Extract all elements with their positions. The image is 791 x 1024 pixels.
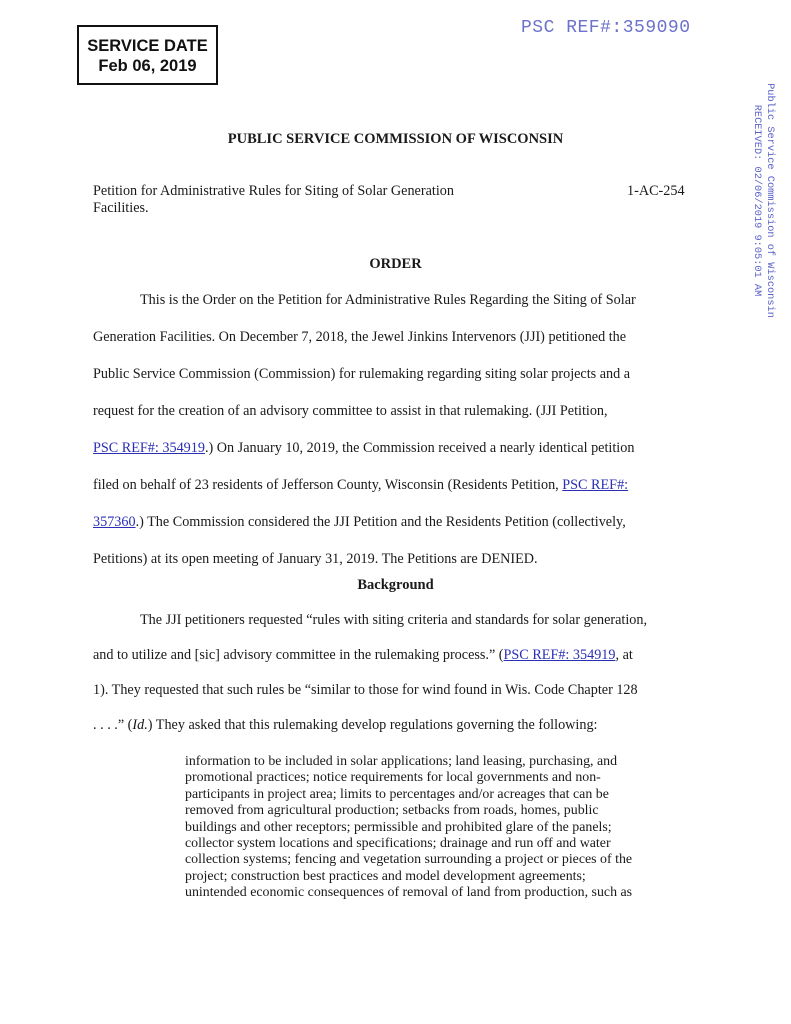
background-heading: Background	[357, 577, 434, 593]
paragraph-text: . . . .” (	[93, 717, 133, 733]
paragraph-line	[93, 514, 626, 531]
case-caption-line-2: Facilities.	[93, 200, 149, 216]
case-caption	[93, 183, 513, 217]
received-stamp	[736, 63, 776, 343]
order-heading: ORDER	[369, 256, 422, 272]
paragraph-line: Public Service Commission (Commission) for rulemaking regarding siting solar projects and a	[93, 366, 631, 382]
service-date-label: SERVICE DATE	[87, 37, 208, 55]
received-stamp-agency: Public Service Commission of Wisconsin	[764, 83, 776, 318]
paragraph-line	[93, 647, 633, 664]
paragraph-line	[93, 477, 628, 494]
paragraph-line: Petitions) at its open meeting of January 31, 2019. The Petitions are DENIED.	[93, 551, 538, 567]
block-quote-line: unintended economic consequences of removal of land from production, such as	[185, 885, 633, 901]
paragraph-line: This is the Order on the Petition for Administrative Rules Regarding the Siting of Solar	[140, 292, 636, 308]
case-caption-line-1: Petition for Administrative Rules for Siting of Solar Generation	[93, 183, 454, 199]
paragraph-text: filed on behalf of 23 residents of Jefferson County, Wisconsin (Residents Petition,	[93, 477, 563, 493]
paragraph-text: .) On January 10, 2019, the Commission received a nearly identical petition	[204, 440, 635, 456]
paragraph-line: Generation Facilities. On December 7, 2018, the Jewel Jinkins Intervenors (JJI) petitioned the	[93, 329, 627, 345]
service-date-value: Feb 06, 2019	[98, 57, 197, 75]
psc-ref-357360-link[interactable]: PSC REF#:	[562, 477, 629, 493]
paragraph-line: request for the creation of an advisory committee to assist in that rulemaking. (JJI Petition,	[93, 403, 608, 419]
service-date-stamp	[77, 25, 218, 85]
psc-reference-number: PSC REF#:359090	[521, 18, 691, 38]
paragraph-text: , at	[615, 647, 633, 663]
block-quote-line: promotional practices; notice requirements for local governments and non-	[185, 770, 601, 786]
block-quote-line: collector system locations and specifications; drainage and run off and water	[185, 836, 611, 852]
psc-ref-357360-link-cont[interactable]: 357360	[93, 514, 136, 530]
block-quote	[185, 754, 715, 902]
paragraph-line	[93, 717, 597, 734]
citation-id: Id.	[132, 717, 148, 733]
paragraph-line	[93, 440, 634, 457]
paragraph-line: 1). They requested that such rules be “similar to those for wind found in Wis. Code Chapter 128	[93, 682, 638, 698]
paragraph-line: The JJI petitioners requested “rules with siting criteria and standards for solar generation,	[140, 612, 648, 628]
block-quote-line: collection systems; fencing and vegetation surrounding a project or pieces of the	[185, 852, 633, 868]
block-quote-line: buildings and other receptors; permissible and prohibited glare of the panels;	[185, 819, 612, 835]
block-quote-line: project; construction best practices and model development agreements;	[185, 868, 586, 884]
received-stamp-date: RECEIVED: 02/06/2019 9:05:01 AM	[751, 104, 763, 297]
block-quote-line: information to be included in solar applications; land leasing, purchasing, and	[185, 754, 618, 769]
psc-ref-354919-link[interactable]: PSC REF#: 354919	[93, 440, 205, 456]
block-quote-line: removed from agricultural production; setbacks from roads, homes, public	[185, 803, 599, 819]
block-quote-line: participants in project area; limits to percentages and/or acreages that can be	[185, 786, 609, 802]
paragraph-text: .) The Commission considered the JJI Petition and the Residents Petition (collectively,	[135, 514, 626, 530]
docket-number: 1-AC-254	[627, 183, 685, 199]
agency-title: PUBLIC SERVICE COMMISSION OF WISCONSIN	[227, 131, 564, 147]
psc-ref-354919-link-2[interactable]: PSC REF#: 354919	[503, 647, 616, 663]
paragraph-text: and to utilize and [sic] advisory committee in the rulemaking process.” (	[93, 647, 504, 663]
paragraph-text: ) They asked that this rulemaking develop regulations governing the following:	[147, 717, 598, 733]
